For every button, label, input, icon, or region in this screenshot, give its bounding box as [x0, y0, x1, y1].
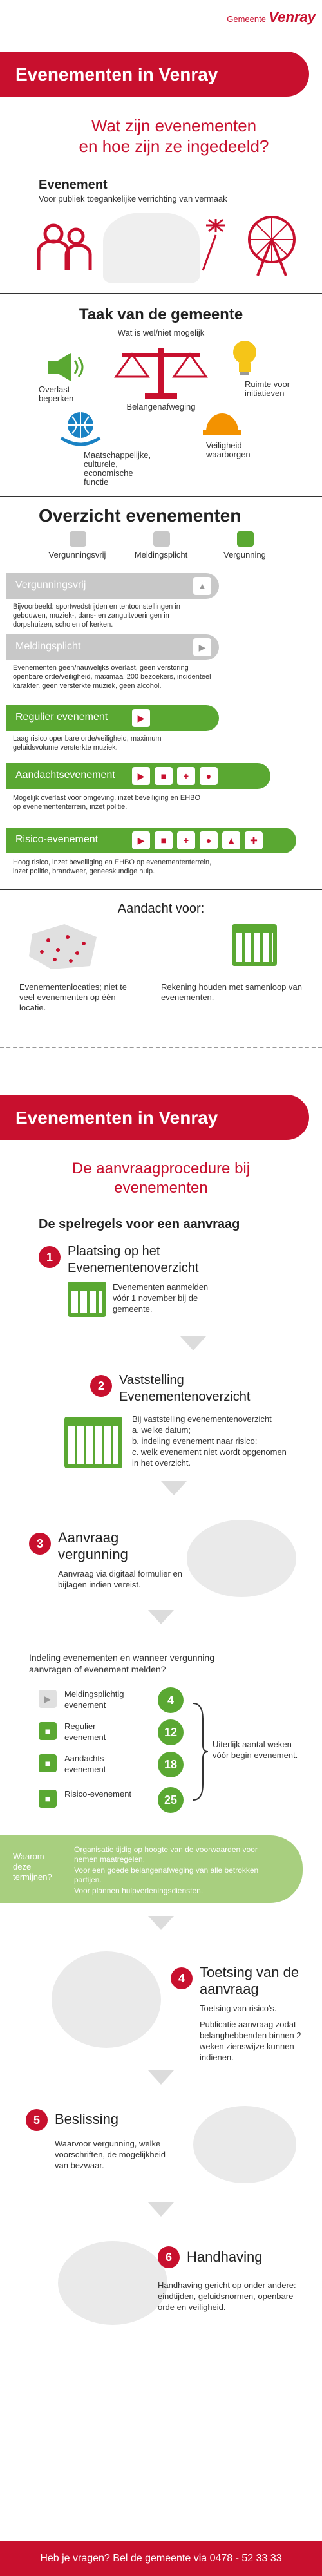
- column-label: Vergunning: [223, 550, 266, 560]
- divider: [0, 1046, 322, 1048]
- step-title: Handhaving: [187, 2249, 263, 2265]
- arrow-down-icon: [161, 1481, 187, 1495]
- step-text: Handhaving gericht op onder andere: eindtijden, geluidsnormen, openbare orde en veiligheid.: [158, 2280, 296, 2312]
- column-header-vergunningsvrij: [45, 531, 109, 560]
- lightbulb-icon: [229, 338, 261, 377]
- step-text: Evenementen aanmelden vóór 1 november bij de gemeente.: [113, 1282, 209, 1314]
- taak-item-belangenafweging: Belangenafweging: [126, 402, 196, 412]
- scale-icon: [113, 341, 209, 402]
- document-icon: ■: [39, 1722, 57, 1740]
- megaphone-small-icon: [153, 531, 170, 547]
- people-icon: [35, 222, 93, 274]
- row-text: Bijvoorbeeld: sportwedstrijden en tentoonstellingen in gebouwen, muziek-, dans- en zanguitvoeringen in dorpshuizen, scholen of kerken.: [13, 603, 180, 629]
- row-regulier-bar: [6, 705, 219, 731]
- step-text-c: b. indeling evenement naar risico;: [132, 1436, 258, 1446]
- column-label: Meldingsplicht: [134, 550, 188, 560]
- indeling-title: Indeling evenementen en wanneer vergunning aanvragen of evenement melden?: [29, 1653, 214, 1674]
- indeling-item: [39, 1687, 200, 1713]
- taak-title: Taak van de gemeente: [79, 306, 243, 323]
- indeling-item: [39, 1752, 200, 1777]
- taak-center-label: Wat is wel/niet mogelijk: [117, 328, 205, 337]
- column-header-meldingsplicht: [129, 531, 193, 560]
- banner-title: Evenementen in Venray: [0, 52, 309, 97]
- waarom-box: [0, 1835, 303, 1903]
- megaphone-small-icon: ▶: [132, 831, 150, 849]
- megaphone-small-icon: ▶: [132, 709, 150, 727]
- indeling-label: Meldingsplichtig evenement: [64, 1689, 124, 1710]
- column-label: Vergunningsvrij: [48, 550, 106, 560]
- step-title: Aanvraag vergunning: [58, 1530, 128, 1562]
- document-icon: [237, 531, 254, 547]
- aandacht-left: Evenementenlocaties; niet te veel evenementen op één locatie.: [19, 982, 127, 1012]
- step-text-b: a. welke datum;: [132, 1425, 191, 1435]
- laptop-illustration: [187, 1520, 296, 1597]
- indeling-label: Regulier evenement: [64, 1721, 106, 1742]
- thumbs-up-icon: [70, 531, 86, 547]
- step-number: 2: [90, 1375, 112, 1397]
- helmet-icon: [203, 409, 242, 438]
- row-text: Evenementen geen/nauwelijks overlast, geen verstoring openbare orde/veiligheid, maximaal 200 bezoekers, incidenteel karakter, geen versterkte muziek, geen alcohol.: [13, 664, 211, 690]
- row-label: Aandachtsevenement: [15, 770, 115, 781]
- overzicht-title: Overzicht evenementen: [39, 506, 242, 526]
- taak-item-overlast: Overlast beperken: [39, 384, 74, 403]
- aandacht-right: Rekening houden met samenloop van evenementen.: [161, 982, 302, 1002]
- enforcement-illustration: [58, 2241, 167, 2325]
- megaphone-small-icon: ▶: [132, 767, 150, 785]
- row-label: Risico-evenement: [15, 834, 99, 845]
- weeks-badge: 18: [158, 1752, 184, 1777]
- step-number: 5: [26, 2109, 48, 2131]
- waarom-item: Organisatie tijdig op hoogte van de voorwaarden voor nemen maatregelen.: [74, 1845, 258, 1864]
- weeks-badge: 4: [158, 1687, 184, 1713]
- step-text-a: Toetsing van risico's.: [200, 2003, 277, 2013]
- megaphone-small-icon: ▶: [193, 638, 211, 656]
- row-vergunningsvrij-bar: [6, 573, 219, 599]
- weeks-badge: 25: [158, 1787, 184, 1813]
- banner-title: Evenementen in Venray: [0, 1095, 309, 1140]
- taak-item-veiligheid: Veiligheid waarborgen: [206, 440, 251, 459]
- megaphone-small-icon: ▶: [39, 1690, 57, 1708]
- gavel-illustration: [193, 2106, 296, 2183]
- footer-contact: Heb je vragen? Bel de gemeente via 0478 - 52 33 33: [0, 2541, 322, 2576]
- security-icon: ■: [155, 831, 173, 849]
- row-label: Vergunningsvrij: [15, 580, 86, 591]
- fire-icon: ▲: [222, 831, 240, 849]
- waarom-item: Voor een goede belangenafweging van alle betrokken partijen.: [74, 1866, 259, 1884]
- divider: [0, 889, 322, 890]
- step-text-a: Bij vaststelling evenementenoverzicht: [132, 1414, 272, 1424]
- aandacht-title: Aandacht voor:: [117, 902, 205, 916]
- step-number: 6: [158, 2246, 180, 2268]
- row-label: Regulier evenement: [15, 712, 108, 723]
- step-text-d: c. welk evenement niet wordt opgenomen in het overzicht.: [132, 1447, 287, 1468]
- ferris-wheel-icon: [242, 213, 303, 277]
- document-icon: ■: [39, 1790, 57, 1808]
- row-meldingsplicht-bar: [6, 634, 219, 660]
- waarom-label: Waarom deze termijnen?: [13, 1852, 52, 1882]
- step-number: 4: [171, 1967, 193, 1989]
- bracket: [190, 1700, 209, 1803]
- globe-hands-icon: [58, 409, 103, 448]
- first-aid-icon: +: [177, 831, 195, 849]
- rules-title: De spelregels voor een aanvraag: [39, 1217, 240, 1231]
- row-text: Hoog risico, inzet beveiliging en EHBO op evenemententerrein, inzet politie, brandweer, geneeskundige hulp.: [13, 858, 212, 875]
- arrow-down-icon: [180, 1336, 206, 1350]
- step-text-b: Publicatie aanvraag zodat belanghebbenden binnen 2 weken zienswijze kunnen indienen.: [200, 2020, 301, 2062]
- document-illustration: [52, 1951, 161, 2048]
- logo: [219, 9, 316, 28]
- step-title: Plaatsing op het Evenementenoverzicht: [68, 1244, 199, 1275]
- calendar-icon: [68, 1282, 106, 1317]
- step-number: 1: [39, 1246, 61, 1268]
- row-text: Laag risico openbare orde/veiligheid, maximum geluidsvolume versterkte muziek.: [13, 735, 162, 752]
- intro-question-line2: en hoe zijn ze ingedeeld?: [79, 137, 269, 156]
- step-number: 3: [29, 1533, 51, 1555]
- police-icon: ●: [200, 831, 218, 849]
- waarom-item: Voor plannen hulpverleningsdiensten.: [74, 1886, 204, 1895]
- intro-question-line1: Wat zijn evenementen: [91, 116, 257, 135]
- first-aid-icon: +: [177, 767, 195, 785]
- row-text: Mogelijk overlast voor omgeving, inzet beveiliging en EHBO op evenemententerrein, inzet politie.: [13, 794, 201, 811]
- weeks-badge: 12: [158, 1719, 184, 1745]
- step-title: Toetsing van de aanvraag: [200, 1964, 299, 1997]
- definition-title: Evenement: [39, 178, 108, 192]
- procedure-title-line1: De aanvraagprocedure bij: [71, 1160, 251, 1177]
- arrow-down-icon: [148, 2070, 174, 2085]
- divider: [0, 496, 322, 497]
- column-header-vergunning: [213, 531, 277, 560]
- thumbs-up-icon: ▲: [193, 577, 211, 595]
- row-label: Meldingsplicht: [15, 641, 81, 652]
- arrow-down-icon: [148, 2202, 174, 2217]
- fireworks-icon: [193, 216, 238, 274]
- indeling-item: [39, 1719, 200, 1745]
- document-icon: ■: [39, 1754, 57, 1772]
- taak-item-maatschappelijk: Maatschappelijke, culturele, economische functie: [84, 450, 151, 487]
- step-title: Vaststelling Evenementenoverzicht: [119, 1373, 251, 1404]
- weeks-note: Uiterlijk aantal weken vóór begin evenement.: [213, 1739, 298, 1760]
- arrow-down-icon: [148, 1610, 174, 1624]
- police-icon: ●: [200, 767, 218, 785]
- step-text: Waarvoor vergunning, welke voorschriften, de mogelijkheid van bezwaar.: [55, 2139, 166, 2170]
- logo-name: Venray: [269, 9, 316, 25]
- crowd-silhouette: [103, 213, 200, 283]
- map-icon: [26, 921, 103, 972]
- step-text: Aanvraag via digitaal formulier en bijlagen indien vereist.: [58, 1569, 182, 1589]
- taak-item-ruimte: Ruimte voor initiatieven: [245, 379, 290, 398]
- step-title: Beslissing: [55, 2111, 119, 2127]
- divider: [0, 293, 322, 294]
- indeling-item: [39, 1787, 200, 1813]
- megaphone-icon: [45, 351, 84, 383]
- security-icon: ■: [155, 767, 173, 785]
- calendar-icon: [232, 924, 277, 966]
- indeling-label: Risico-evenement: [64, 1789, 132, 1799]
- indeling-label: Aandachts-evenement: [64, 1754, 107, 1774]
- logo-prefix: Gemeente: [227, 14, 266, 24]
- definition-text: Voor publiek toegankelijke verrichting van vermaak: [39, 194, 227, 204]
- procedure-title-line2: evenementen: [114, 1179, 208, 1197]
- medical-icon: ✚: [245, 831, 263, 849]
- calendar-icon: [64, 1417, 122, 1468]
- arrow-down-icon: [148, 1916, 174, 1930]
